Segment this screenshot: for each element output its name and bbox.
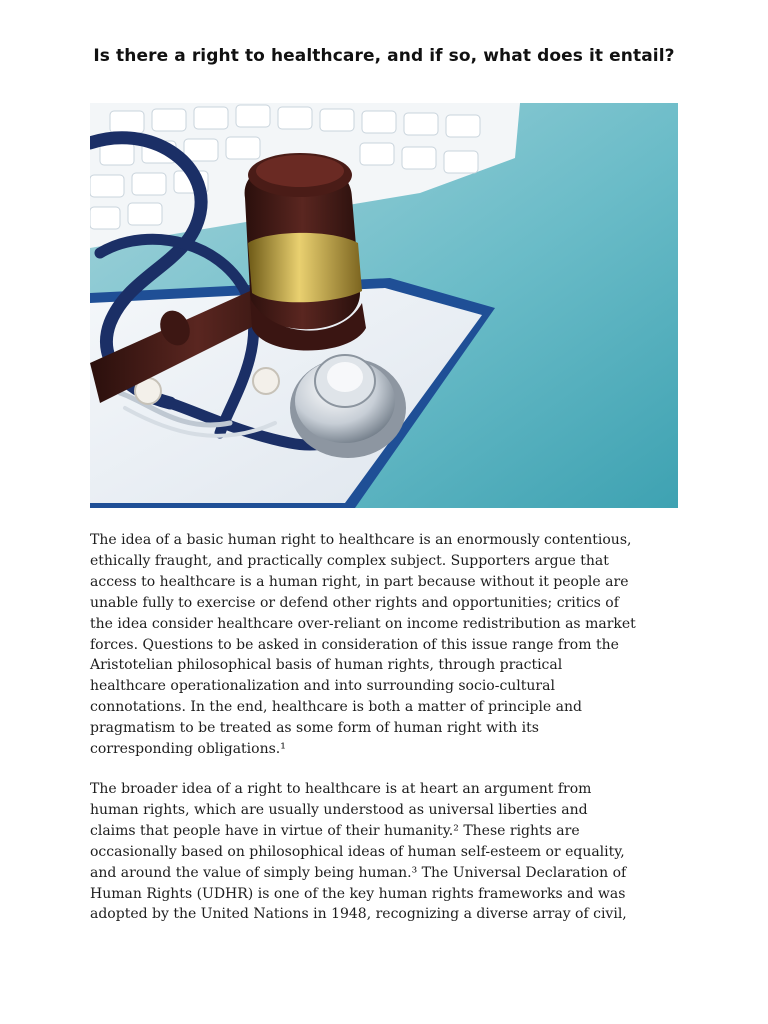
paragraph-human-rights: The broader idea of a right to healthcare is at heart an argument from human rights, which are usually understood as universal liberties and claims that people have in virtue of their humanity.² These rights are occasionally based on philosophical ideas of human self-esteem or equality, and around the value of simply being human.³ The Universal Declaration of Human Rights (UDHR) is one of the key human rights frameworks and was adopted by the United Nations in 1948, recognizing a diverse array of civil,: [90, 781, 627, 923]
page-title: Is there a right to healthcare, and if so, what does it entail?: [93, 46, 675, 66]
photo-illustration: [90, 103, 678, 508]
paragraph-intro: The idea of a basic human right to healthcare is an enormously contentious, ethically fraught, and practically complex subject. Supporters argue that access to healthcare is a human right, in part because without it people are unable fully to exercise or defend other rights and opportunities; critics of the idea consider healthcare over-reliant on income redistribution as market forces. Questions to be asked in consideration of this issue range from the Aristotelian philosophical basis of human rights, through practical healthcare operationalization and into surrounding socio-cultural connotations. In the end, healthcare is both a matter of principle and pragmatism to be treated as some form of human right with its corresponding obligations.¹: [90, 532, 636, 758]
gavel-stethoscope-photo: [90, 103, 678, 508]
